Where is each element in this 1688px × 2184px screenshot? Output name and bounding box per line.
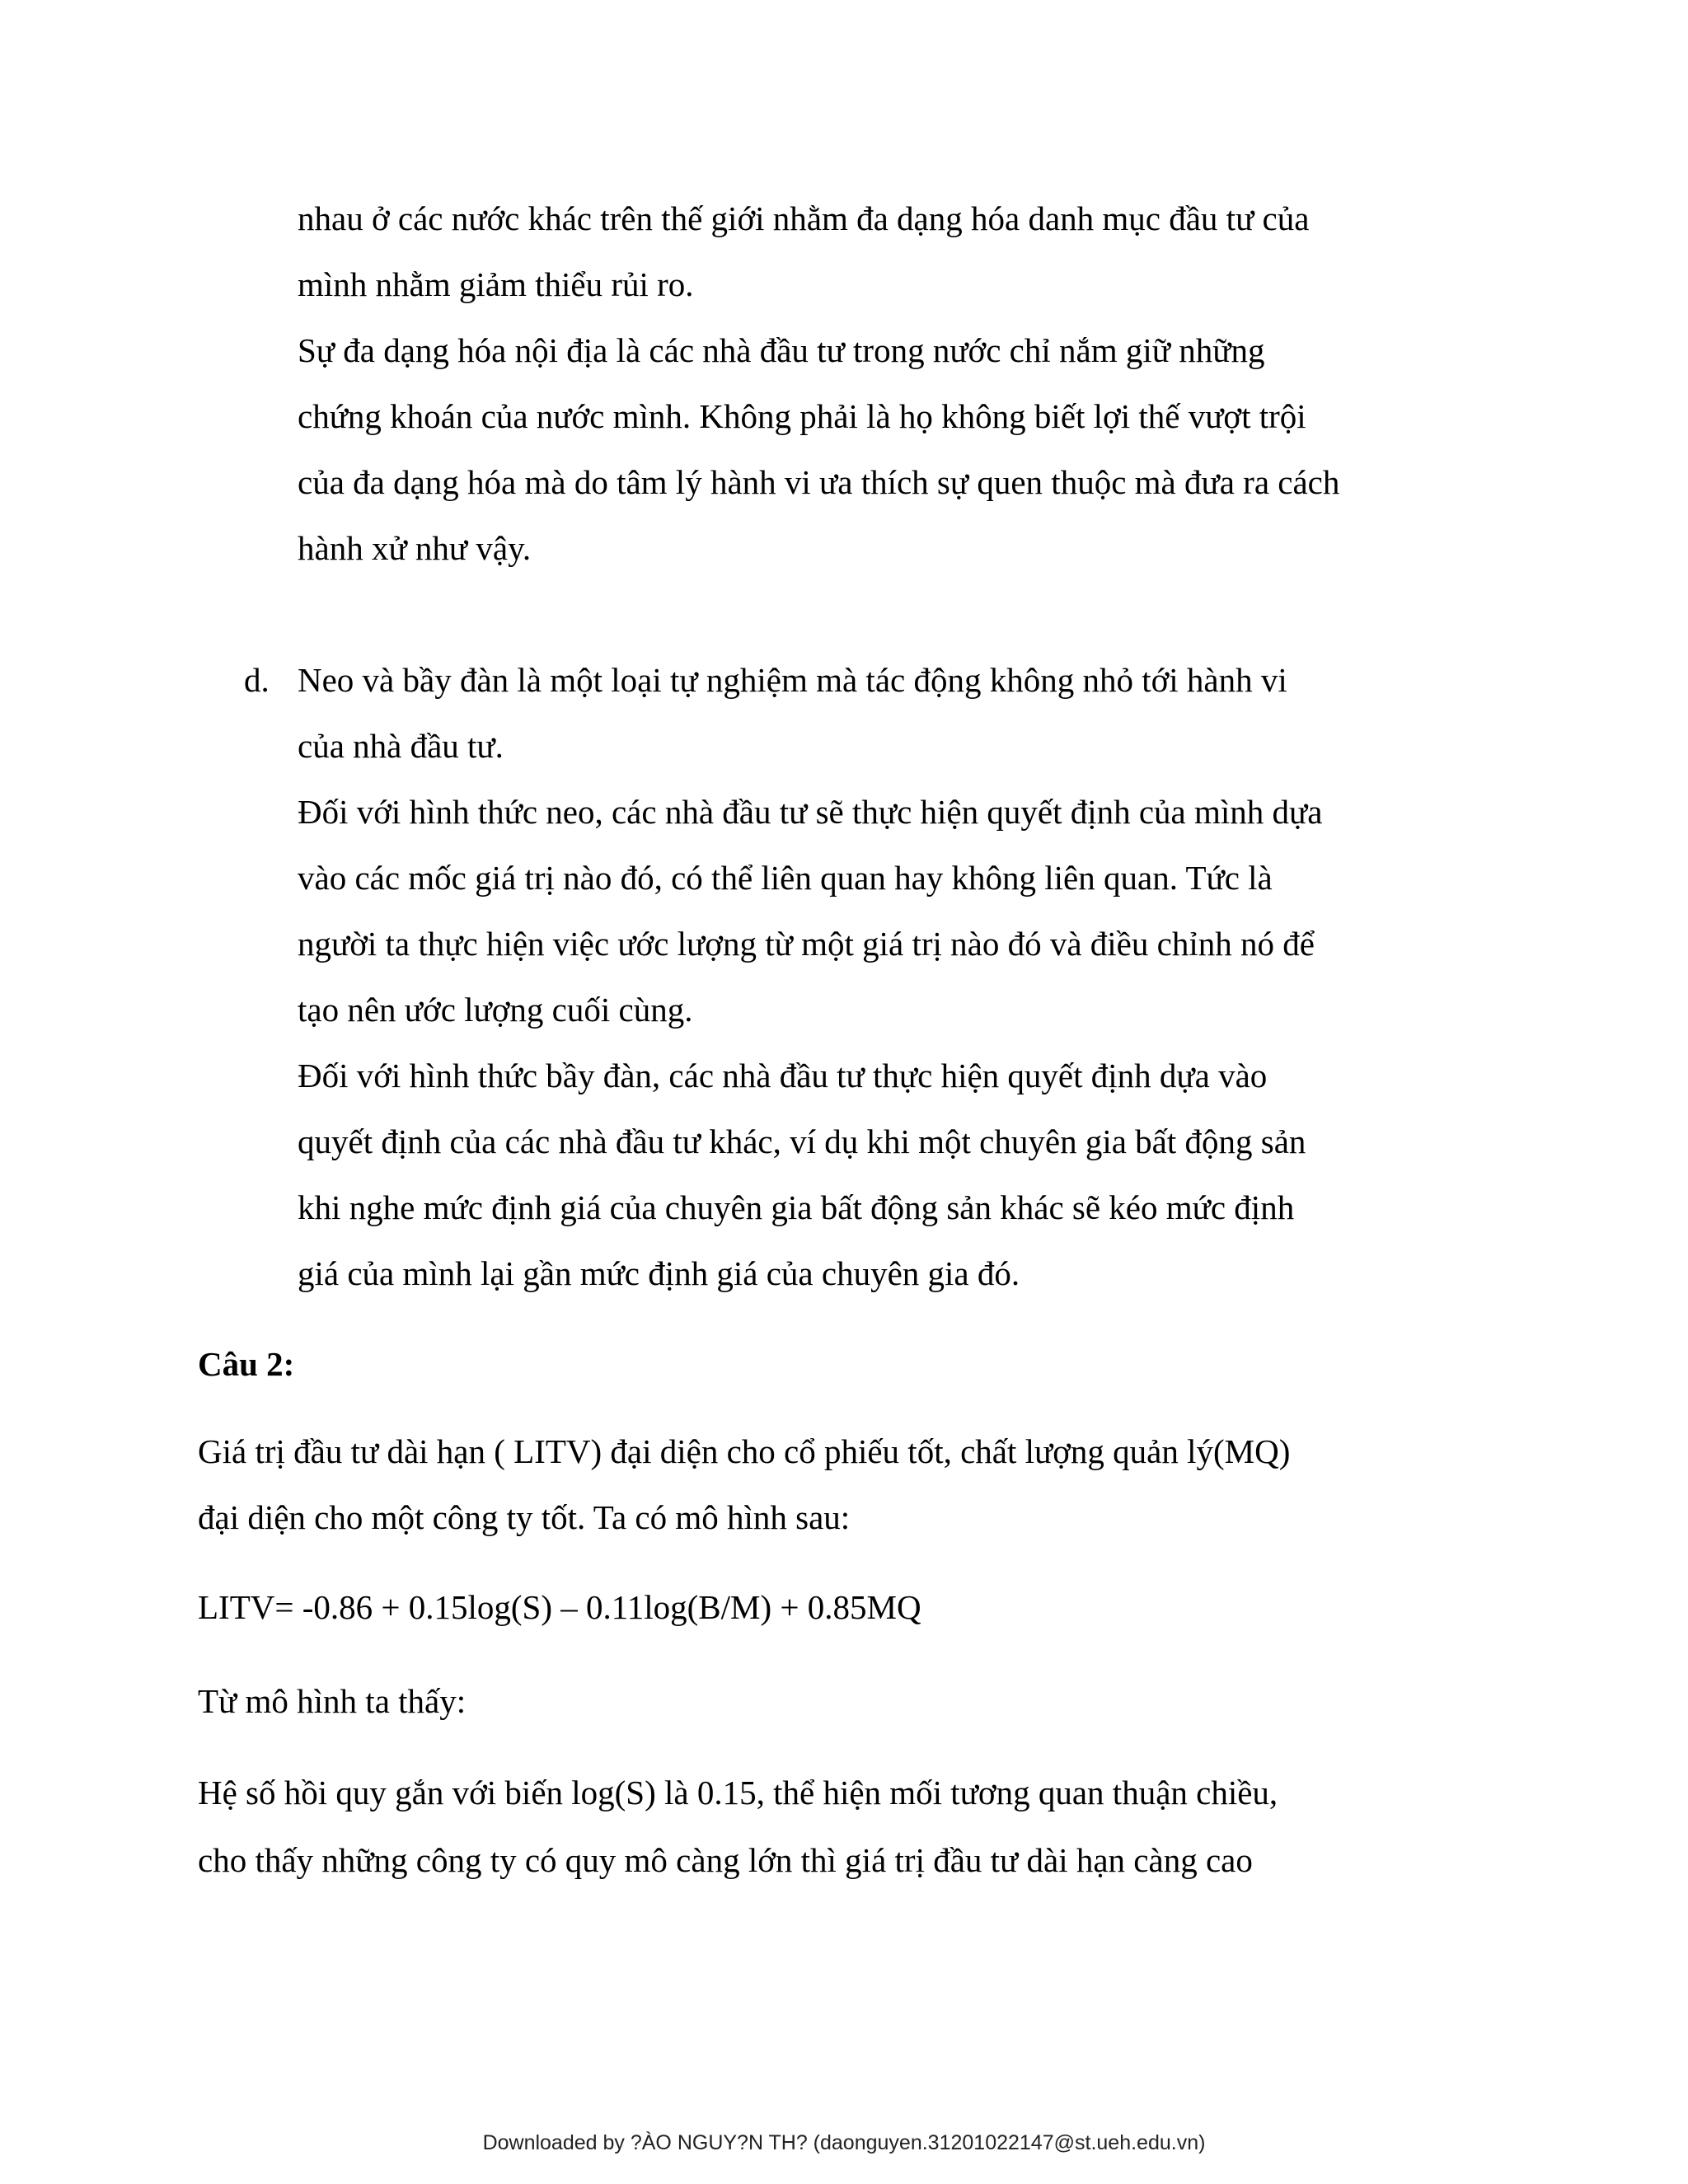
paragraph-line: giá của mình lại gần mức định giá của chuyên gia đó. <box>298 1254 1020 1292</box>
paragraph-line: quyết định của các nhà đầu tư khác, ví dụ khi một chuyên gia bất động sản <box>298 1122 1306 1160</box>
paragraph-line: nhau ở các nước khác trên thế giới nhằm đa dạng hóa danh mục đầu tư của <box>298 199 1310 237</box>
paragraph-line: của nhà đầu tư. <box>298 727 504 765</box>
paragraph-line: Đối với hình thức bầy đàn, các nhà đầu tư thực hiện quyết định dựa vào <box>298 1057 1268 1094</box>
paragraph-line: Neo và bầy đàn là một loại tự nghiệm mà tác động không nhỏ tới hành vi <box>298 661 1287 699</box>
paragraph-line: khi nghe mức định giá của chuyên gia bất động sản khác sẽ kéo mức định <box>298 1188 1295 1226</box>
paragraph-line: cho thấy những công ty có quy mô càng lớn thì giá trị đầu tư dài hạn càng cao <box>198 1841 1253 1879</box>
paragraph-line: đại diện cho một công ty tốt. Ta có mô hình sau: <box>198 1498 851 1536</box>
paragraph-line: vào các mốc giá trị nào đó, có thể liên quan hay không liên quan. Tức là <box>298 859 1273 897</box>
paragraph-line: Giá trị đầu tư dài hạn ( LITV) đại diện cho cổ phiếu tốt, chất lượng quản lý(MQ) <box>198 1432 1291 1470</box>
paragraph-line: hành xử như vậy. <box>298 529 532 567</box>
paragraph-line: Hệ số hồi quy gắn với biến log(S) là 0.15, thể hiện mối tương quan thuận chiều, <box>198 1774 1278 1811</box>
paragraph-line: của đa dạng hóa mà do tâm lý hành vi ưa thích sự quen thuộc mà đưa ra cách <box>298 463 1340 501</box>
formula: LITV= -0.86 + 0.15log(S) – 0.11log(B/M) + 0.85MQ <box>198 1588 921 1626</box>
section-heading: Câu 2: <box>198 1345 295 1383</box>
paragraph-line: người ta thực hiện việc ước lượng từ một giá trị nào đó và điều chỉnh nó để <box>298 925 1315 963</box>
download-footer: Downloaded by ?ÀO NGUY?N TH? (daonguyen.31201022147@st.ueh.edu.vn) <box>482 2131 1206 2154</box>
list-marker: d. <box>244 661 270 699</box>
paragraph-line: Sự đa dạng hóa nội địa là các nhà đầu tư trong nước chỉ nắm giữ những <box>298 331 1265 369</box>
paragraph-line: Từ mô hình ta thấy: <box>198 1682 467 1720</box>
paragraph-line: Đối với hình thức neo, các nhà đầu tư sẽ thực hiện quyết định của mình dựa <box>298 793 1323 831</box>
paragraph-line: mình nhằm giảm thiểu rủi ro. <box>298 265 694 303</box>
paragraph-line: chứng khoán của nước mình. Không phải là họ không biết lợi thế vượt trội <box>298 397 1306 435</box>
paragraph-line: tạo nên ước lượng cuối cùng. <box>298 991 693 1029</box>
